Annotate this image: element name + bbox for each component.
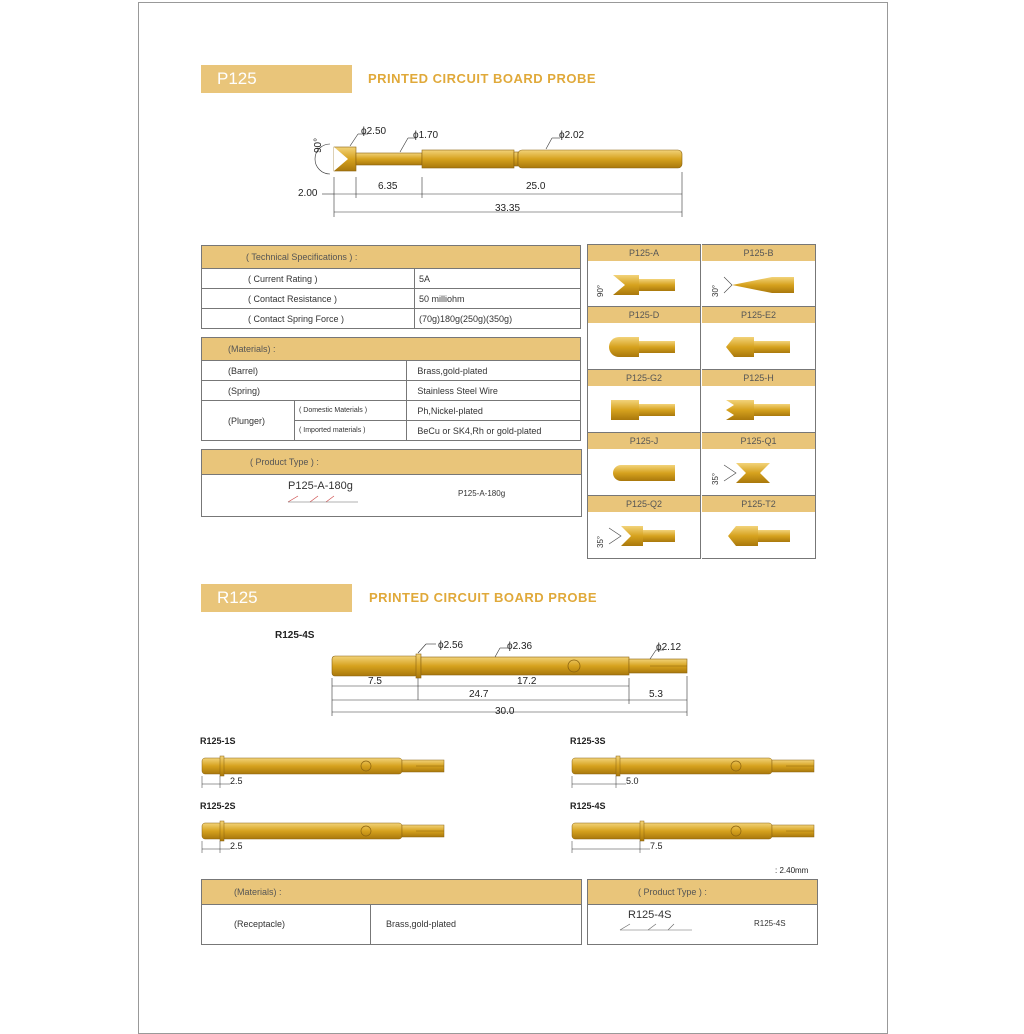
section-tag-r125: R125 — [201, 584, 352, 612]
tip-shape — [710, 455, 804, 493]
tip-cell — [587, 496, 701, 559]
r125-dim-total: 30.0 — [495, 706, 515, 717]
product-type-title: ( Product Type ) : — [588, 880, 817, 905]
tip-name: P125-Q2 — [588, 496, 700, 512]
tip-shape — [714, 518, 804, 556]
r125-main-label: R125-4S — [275, 630, 315, 641]
tip-name: P125-H — [702, 370, 815, 386]
tip-shape — [596, 518, 689, 556]
p125-dim-l2: 6.35 — [378, 181, 398, 192]
tip-shape — [714, 329, 804, 367]
spec-label: ( Current Rating ) — [202, 269, 415, 289]
tip-name: P125-A — [588, 245, 700, 261]
tip-grid — [587, 244, 817, 558]
variant-dim: 2.5 — [230, 841, 243, 851]
p125-dim-l3: 25.0 — [526, 181, 546, 192]
variant-dim: 5.0 — [626, 776, 639, 786]
spec-label: ( Contact Spring Force ) — [202, 309, 415, 329]
p125-dim-d2: ϕ1.70 — [413, 130, 439, 141]
tip-name: P125-B — [702, 245, 815, 261]
p125-dim-d1: ϕ2.50 — [361, 126, 387, 137]
spec-value: 5A — [415, 269, 581, 289]
variant-dim: 2.5 — [230, 776, 243, 786]
material-sublabel: ( Imported materials ) — [295, 421, 407, 441]
spec-value: 50 milliohm — [415, 289, 581, 309]
p125-dim-total: 33.35 — [495, 203, 521, 214]
tech-spec-table — [201, 245, 581, 329]
section-tag-p125: P125 — [201, 65, 352, 93]
section-heading-p125: PRINTED CIRCUIT BOARD PROBE — [368, 71, 597, 86]
spec-value: (70g)180g(250g)(350g) — [415, 309, 581, 329]
variant-label: R125-3S — [570, 736, 606, 746]
tip-name: P125-Q1 — [702, 433, 815, 449]
tip-shape — [596, 267, 689, 305]
tip-name: P125-J — [588, 433, 700, 449]
product-type-code: P125-A-180g — [288, 480, 353, 492]
material-label: (Barrel) — [202, 361, 407, 381]
r125-dim-d1: ϕ2.56 — [438, 640, 464, 651]
material-label: (Receptacle) — [234, 919, 286, 929]
material-value: Brass,gold-plated — [386, 919, 457, 929]
p125-dim-angle: 90° — [313, 137, 324, 153]
r125-dim-l4: 5.3 — [649, 689, 663, 700]
tip-cell — [587, 244, 701, 307]
tip-angle: 90° — [596, 284, 605, 297]
variant-label: R125-4S — [570, 801, 606, 811]
tip-cell — [587, 307, 701, 370]
material-sublabel: ( Domestic Materials ) — [295, 401, 407, 421]
materials-title: (Materials) : — [202, 338, 581, 361]
p125-dim-d3: ϕ2.02 — [559, 130, 585, 141]
tip-cell — [587, 433, 701, 496]
tip-name: P125-E2 — [702, 307, 815, 323]
tip-cell — [702, 496, 816, 559]
tip-shape — [599, 392, 689, 430]
tip-angle: 30° — [710, 284, 720, 297]
product-type-underline — [286, 492, 366, 506]
divider — [370, 905, 371, 944]
product-type-box-r125 — [587, 879, 818, 945]
tip-cell — [587, 370, 701, 433]
tip-shape — [710, 267, 804, 305]
tip-angle: 35° — [596, 535, 605, 548]
tip-name: P125-G2 — [588, 370, 700, 386]
variant-drawing — [570, 815, 818, 855]
materials-box-r125 — [201, 879, 582, 945]
materials-title-r125: (Materials) : — [202, 880, 581, 905]
material-label: (Plunger) — [202, 401, 295, 441]
material-value: Ph,Nickel-plated — [407, 401, 581, 421]
tip-shape — [599, 455, 689, 493]
tip-cell — [702, 433, 816, 496]
variant-drawing — [570, 750, 818, 790]
tip-angle: 35° — [710, 472, 720, 485]
p125-dim-l1: 2.00 — [298, 188, 318, 199]
tip-name: P125-D — [588, 307, 700, 323]
tip-cell — [702, 244, 816, 307]
variant-label: R125-1S — [200, 736, 236, 746]
r125-dim-l3: 24.7 — [469, 689, 489, 700]
tip-name: P125-T2 — [702, 496, 815, 512]
product-type-title: ( Product Type ) : — [202, 450, 581, 475]
r125-dim-l2: 17.2 — [517, 676, 537, 687]
tip-shape — [599, 329, 689, 367]
material-label: (Spring) — [202, 381, 407, 401]
variant-label: R125-2S — [200, 801, 236, 811]
variant-dim: 7.5 — [650, 841, 663, 851]
product-type-example: R125-4S — [754, 919, 786, 928]
tip-shape — [714, 392, 804, 430]
r125-dim-d3: ϕ2.12 — [656, 642, 682, 653]
tech-spec-title: ( Technical Specifications ) : — [202, 246, 581, 269]
tip-cell — [702, 370, 816, 433]
material-value: Stainless Steel Wire — [407, 381, 581, 401]
r125-dim-l1: 7.5 — [368, 676, 382, 687]
product-type-underline — [618, 920, 698, 934]
product-type-example: P125-A-180g — [458, 489, 506, 498]
tip-cell — [702, 307, 816, 370]
material-value: BeCu or SK4,Rh or gold-plated — [407, 421, 581, 441]
section-heading-r125: PRINTED CIRCUIT BOARD PROBE — [369, 590, 598, 605]
r125-dim-d2: ϕ2.36 — [507, 641, 533, 652]
product-type-code: R125-4S — [628, 909, 672, 921]
r125-note: : 2.40mm — [775, 866, 809, 875]
material-value: Brass,gold-plated — [407, 361, 581, 381]
spec-label: ( Contact Resistance ) — [202, 289, 415, 309]
product-type-box-p125 — [201, 449, 582, 517]
materials-table — [201, 337, 581, 441]
